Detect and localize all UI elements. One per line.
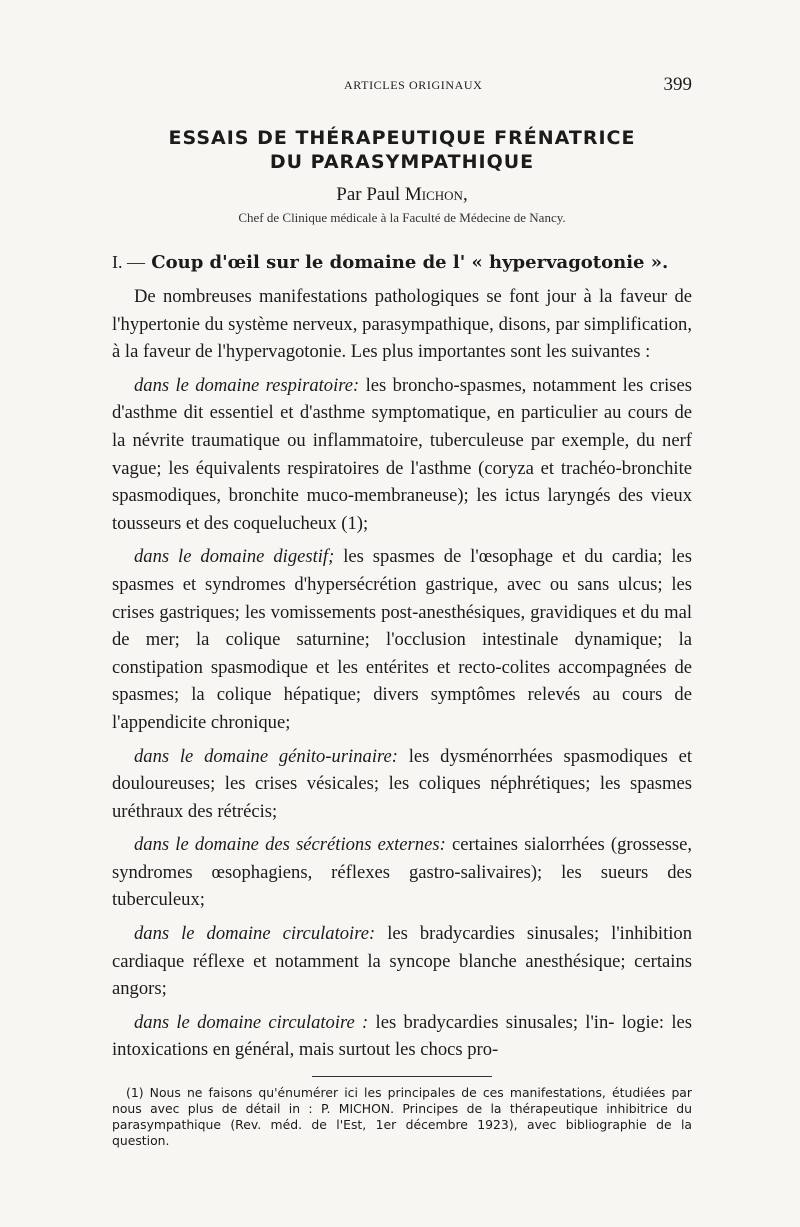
paragraph-text: les spasmes de l'œsophage et du cardia; les spasmes et syndromes d'hypersécrétion gastrique, avec ou sans ulcus; les crises gastriques; les vomissements post-anesthésiques, gravidiques et du mal de mer; la colique saturnine; l'occlusion intestinale dynamique; la constipation spasmodique et les entérites et recto-colites accompagnées de spasmes; la colique hépatique; divers symptômes relevés au cours de l'appendicite chronique; bbox=[112, 546, 692, 733]
running-head: ARTICLES ORIGINAUX bbox=[344, 78, 483, 92]
author-surname: Michon, bbox=[404, 184, 468, 205]
paragraph-text: les broncho-spasmes, notamment les crises d'asthme dit essentiel et d'asthme symptomatique, en particulier au cours de la névrite traumatique ou inflammatoire, tuberculeuse par exemple, du nerf vague; les équivalents respiratoires de l'asthme (coryza et trachéo-bronchite spasmodiques, bronchite muco-membraneuse); les ictus laryngés des vieux tousseurs et des coquelucheux (1); bbox=[112, 374, 692, 534]
paragraph-circulatoire-2 bbox=[112, 1009, 692, 1064]
byline-prefix: Par Paul bbox=[336, 184, 401, 205]
title-line-2: DU PARASYMPATHIQUE bbox=[269, 151, 535, 173]
paragraph-lead: dans le domaine respiratoire: bbox=[134, 374, 360, 396]
paragraph-lead: dans le domaine circulatoire: bbox=[134, 923, 376, 945]
paragraph-intro bbox=[112, 283, 692, 366]
footnote: (1) Nous ne faisons qu'énumérer ici les principales de ces manifestations, étudiées par nous avec plus de détail in : P. MICHON. Principes de la thérapeutique inhibitrice du parasympathique (Rev. méd. de l'Est, 1er décembre 1923), avec bibliographie de la question. bbox=[112, 1085, 692, 1149]
page-number: 399 bbox=[663, 74, 692, 95]
byline bbox=[112, 184, 692, 206]
paragraph-secretions bbox=[112, 831, 692, 914]
paragraph-genito-urinaire bbox=[112, 743, 692, 826]
footnote-divider bbox=[312, 1076, 492, 1077]
paragraph-respiratoire bbox=[112, 372, 692, 538]
title-line-1: ESSAIS DE THÉRAPEUTIQUE FRÉNATRICE bbox=[168, 127, 636, 149]
author-affiliation: Chef de Clinique médicale à la Faculté de Médecine de Nancy. bbox=[238, 210, 566, 225]
section-number: I. — bbox=[112, 252, 145, 272]
paragraph-text: les bradycardies sinusales; l'in- logie: les intoxications en général, mais surtout les chocs pro- bbox=[112, 1011, 692, 1061]
paragraph-lead: dans le domaine génito-urinaire: bbox=[134, 745, 398, 767]
paragraph-lead: dans le domaine digestif; bbox=[134, 546, 335, 568]
paragraph-lead: dans le domaine circulatoire : bbox=[134, 1011, 369, 1033]
paragraph-lead: dans le domaine des sécrétions externes: bbox=[134, 834, 446, 856]
journal-page bbox=[112, 60, 692, 1149]
section-heading bbox=[112, 252, 692, 273]
page-header bbox=[112, 60, 692, 100]
paragraph-text: les dysménorrhées spasmodiques et douloureuses; les crises vésicales; les coliques néphrétiques; les spasmes uréthraux des rétrécis; bbox=[112, 745, 692, 822]
paragraph-text: les bradycardies sinusales; l'inhibition cardiaque réflexe et notamment la syncope blanche anesthésique; certains angors; bbox=[112, 923, 692, 1000]
paragraph-text: De nombreuses manifestations pathologiques se font jour à la faveur de l'hypertonie du système nerveux, parasympathique, disons, par simplification, à la faveur de l'hypervagotonie. Les plus importantes sont les suivantes : bbox=[112, 286, 692, 363]
paragraph-digestif bbox=[112, 543, 692, 736]
article-title bbox=[112, 126, 692, 174]
paragraph-text: certaines sialorrhées (grossesse, syndromes œsophagiens, réflexes gastro-salivaires); les sueurs des tuberculeux; bbox=[112, 834, 692, 911]
paragraph-circulatoire bbox=[112, 920, 692, 1003]
section-title: Coup d'œil sur le domaine de l' « hypervagotonie ». bbox=[151, 252, 669, 273]
